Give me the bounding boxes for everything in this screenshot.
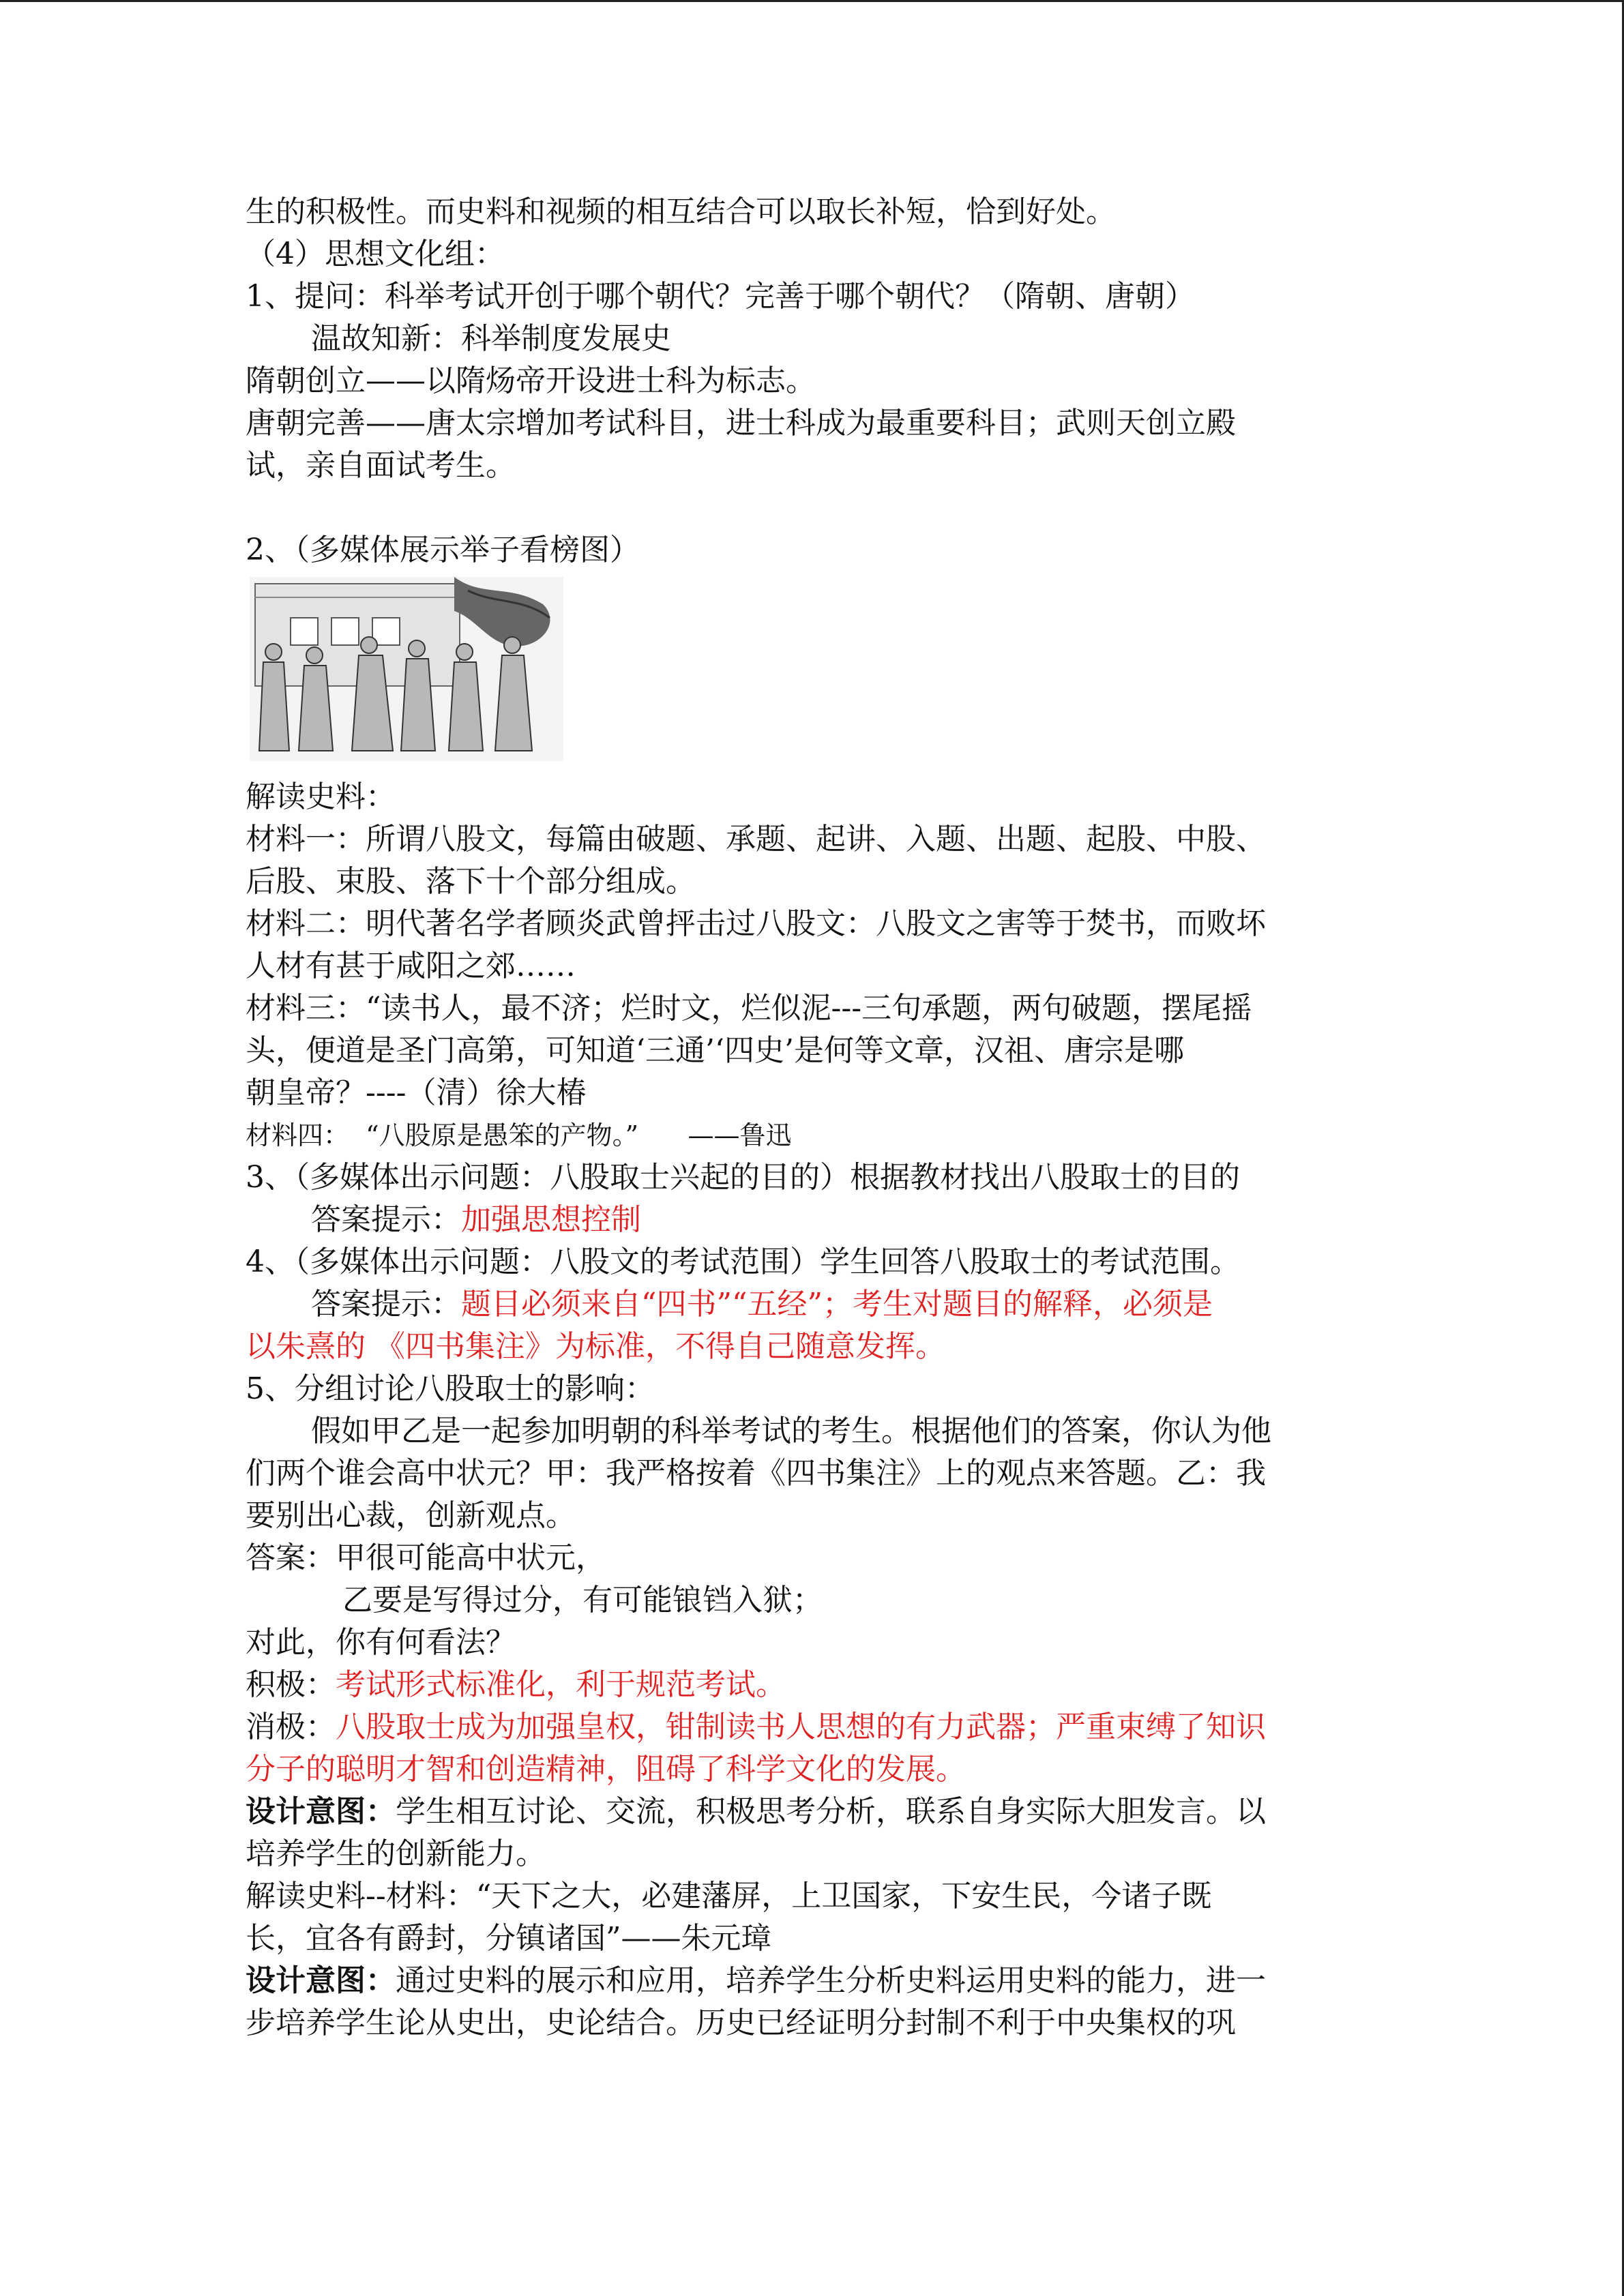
text-line: 材料四： “八股原是愚笨的产物。” ——鲁迅 [246,1120,792,1150]
text-line: 乙要是写得过分，有可能锒铛入狱； [342,1583,823,1617]
answer-hint-label: 答案提示： [311,1287,461,1322]
text-line: 材料一：所谓八股文，每篇由破题、承题、起讲、入题、出题、起股、中股、 [246,822,1266,856]
text-line: 材料三：“读书人，最不济；烂时文，烂似泥---三句承题，两句破题，摆尾摇 [246,991,1252,1026]
answer-hint-text: 加强思想控制 [461,1202,641,1237]
text-line: 答案：甲很可能高中状元， [246,1540,606,1575]
text-line: 要别出心裁，创新观点。 [246,1498,576,1533]
text-line: 4、（多媒体出示问题：八股文的考试范围）学生回答八股取士的考试范围。 [246,1244,1240,1279]
design-intent-text: 通过史料的展示和应用，培养学生分析史料运用史料的能力，进一 [396,1963,1266,1998]
design-intent-label: 设计意图： [246,1794,396,1829]
text-line: 材料二：明代著名学者顾炎武曾抨击过八股文：八股文之害等于焚书，而败坏 [246,906,1266,941]
text-line: 假如甲乙是一起参加明朝的科举考试的考生。根据他们的答案，你认为他 [311,1414,1271,1448]
negative-text: 分子的聪明才智和创造精神，阻碍了科学文化的发展。 [246,1752,966,1787]
text-line: 唐朝完善——唐太宗增加考试科目，进士科成为最重要科目；武则天创立殿 [246,406,1236,441]
text-line: 1、提问：科举考试开创于哪个朝代？完善于哪个朝代？（隋朝、唐朝） [246,279,1195,314]
section-heading: （4）思想文化组： [246,237,505,271]
text-line: 隋朝创立——以隋炀帝开设进士科为标志。 [246,363,816,398]
page-top-border [0,0,1624,2]
text-line: 人材有甚于咸阳之郊…… [246,949,576,983]
text-line: 2、（多媒体展示举子看榜图） [246,533,640,567]
text-line: 生的积极性。而史料和视频的相互结合可以取长补短，恰到好处。 [246,194,1116,229]
negative-label: 消极： [246,1710,336,1744]
design-intent-line [246,1791,1391,1833]
answer-hint-text: 以朱熹的 《四书集注》为标准，不得自己随意发挥。 [246,1329,945,1364]
design-intent-text: 学生相互讨论、交流，积极思考分析，联系自身实际大胆发言。以 [396,1794,1266,1829]
text-line: 头，便道是圣门高第，可知道‘三通’‘四史’是何等文章，汉祖、唐宗是哪 [246,1033,1184,1068]
answer-hint-line [246,1199,1391,1241]
text-line: 温故知新：科举制度发展史 [311,321,671,356]
negative-view-line [246,1706,1391,1748]
text-line: 们两个谁会高中状元？甲：我严格按着《四书集注》上的观点来答题。乙：我 [246,1456,1266,1491]
positive-view-line [246,1664,1391,1706]
answer-hint-text: 题目必须来自“四书”“五经”；考生对题目的解释，必须是 [461,1287,1213,1322]
document-body [246,191,1391,2044]
design-intent-label: 设计意图： [246,1963,396,1998]
text-line: 后股、束股、落下十个部分组成。 [246,864,696,899]
answer-hint-label: 答案提示： [311,1202,461,1237]
exam-results-illustration [250,577,563,761]
positive-label: 积极： [246,1667,336,1702]
text-line: 3、（多媒体出示问题：八股取士兴起的目的）根据教材找出八股取士的目的 [246,1160,1240,1195]
text-line: 解读史料： [246,779,396,814]
text-line: 对此，你有何看法？ [246,1625,516,1660]
text-line: 长，宜各有爵封，分镇诸国”——朱元璋 [246,1921,771,1956]
text-line: 5、分组讨论八股取士的影响： [246,1371,655,1406]
text-line: 培养学生的创新能力。 [246,1836,546,1871]
text-line: 步培养学生论从史出，史论结合。历史已经证明分封制不利于中央集权的巩 [246,2006,1236,2040]
answer-hint-line [246,1283,1391,1326]
text-line: 试，亲自面试考生。 [246,448,516,483]
text-line: 朝皇帝？----（清）徐大椿 [246,1075,587,1110]
design-intent-line [246,1960,1391,2002]
text-line: 解读史料--材料：“天下之大，必建藩屏，上卫国家，下安生民，今诸子既 [246,1879,1212,1913]
negative-text: 八股取士成为加强皇权，钳制读书人思想的有力武器；严重束缚了知识 [336,1710,1266,1744]
positive-text: 考试形式标准化，利于规范考试。 [336,1667,786,1702]
